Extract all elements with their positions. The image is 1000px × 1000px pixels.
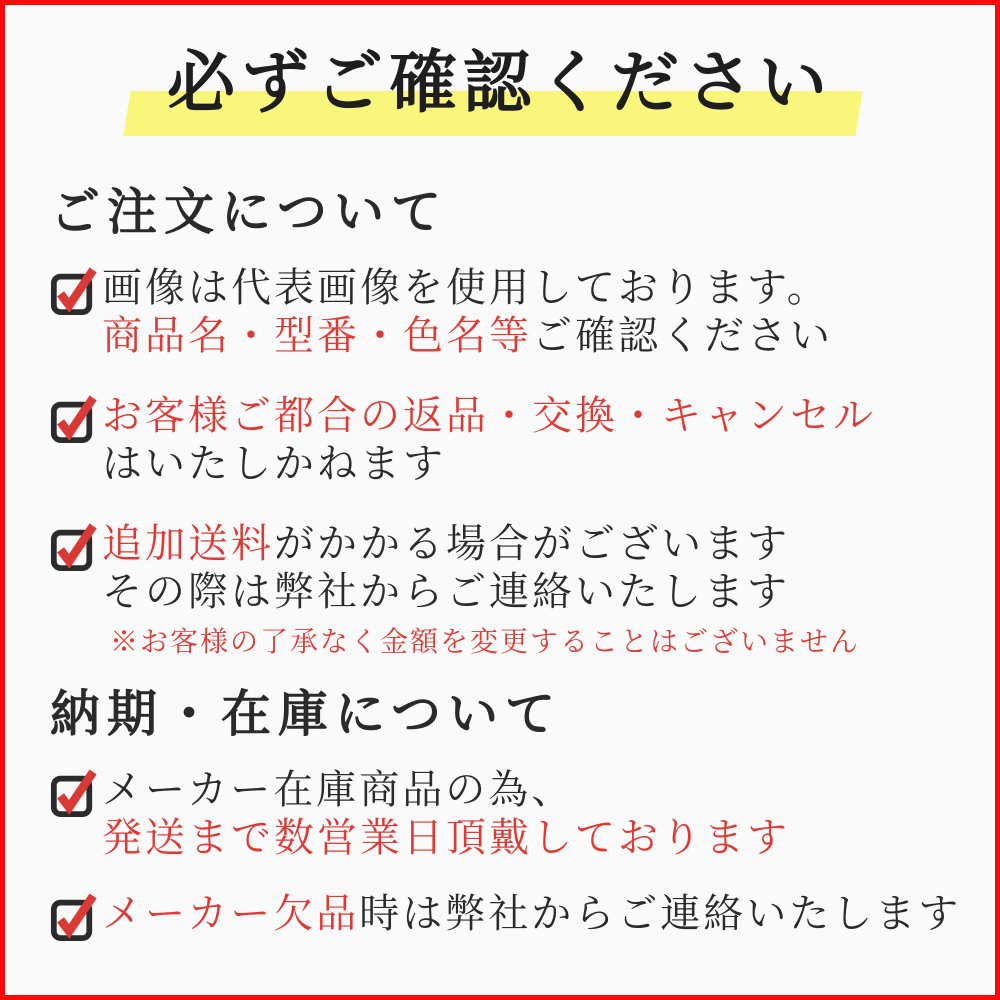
item-note: ※お客様の了承なく金額を変更することはございません: [110, 627, 861, 658]
notice-item-maker-stock: [50, 766, 985, 862]
item-text: [102, 766, 790, 862]
notice-item-representative-image: [50, 264, 985, 360]
checkbox-checked-icon: [50, 396, 96, 442]
item-text-segment-red: 発送まで数営業日頂戴しております: [102, 815, 790, 860]
section-heading-delivery-stock: 納期・在庫について: [50, 686, 562, 742]
item-line: [102, 264, 833, 312]
item-text-segment-red: お客様ご都合の返品・交換・キャンセル: [102, 393, 876, 438]
item-line: [102, 392, 876, 440]
item-text-segment: その際は弊社からご連絡いたします: [102, 569, 790, 614]
item-line: [102, 814, 790, 862]
item-text-segment: 時は弊社からご連絡いたします: [359, 891, 962, 936]
checkbox-checked-icon: [50, 268, 96, 314]
item-text: [102, 890, 961, 938]
page-title: 必ずご確認ください: [166, 45, 833, 121]
notice-item-maker-out-of-stock: [50, 890, 985, 940]
section-heading-order: ご注文について: [50, 184, 448, 240]
item-line: [102, 520, 860, 568]
notice-item-no-returns: [50, 392, 985, 488]
item-text-segment: はいたしかねます: [102, 441, 446, 486]
item-text-segment-red: メーカー欠品: [102, 891, 360, 936]
item-text: [102, 392, 876, 488]
item-line: [102, 312, 833, 360]
item-text-segment-red: 追加送料: [102, 521, 274, 566]
item-text: [102, 520, 860, 664]
notice-content: [5, 182, 995, 940]
item-line: [102, 440, 876, 488]
item-text-segment: がかかる場合がございます: [274, 521, 790, 566]
item-text-segment: 画像は代表画像を使用しております。: [102, 265, 830, 310]
item-line: [102, 890, 961, 938]
item-line: [102, 568, 860, 616]
item-text-segment: メーカー在庫商品の為、: [102, 767, 575, 812]
item-line: [102, 766, 790, 814]
notice-item-extra-shipping: [50, 520, 985, 664]
checkbox-checked-icon: [50, 894, 96, 940]
checkbox-checked-icon: [50, 770, 96, 816]
checkbox-checked-icon: [50, 524, 96, 570]
title-banner: [5, 37, 995, 129]
item-text-segment: ご確認ください: [532, 313, 833, 358]
item-text: [102, 264, 833, 360]
item-text-segment-red: 商品名・型番・色名等: [102, 313, 532, 358]
